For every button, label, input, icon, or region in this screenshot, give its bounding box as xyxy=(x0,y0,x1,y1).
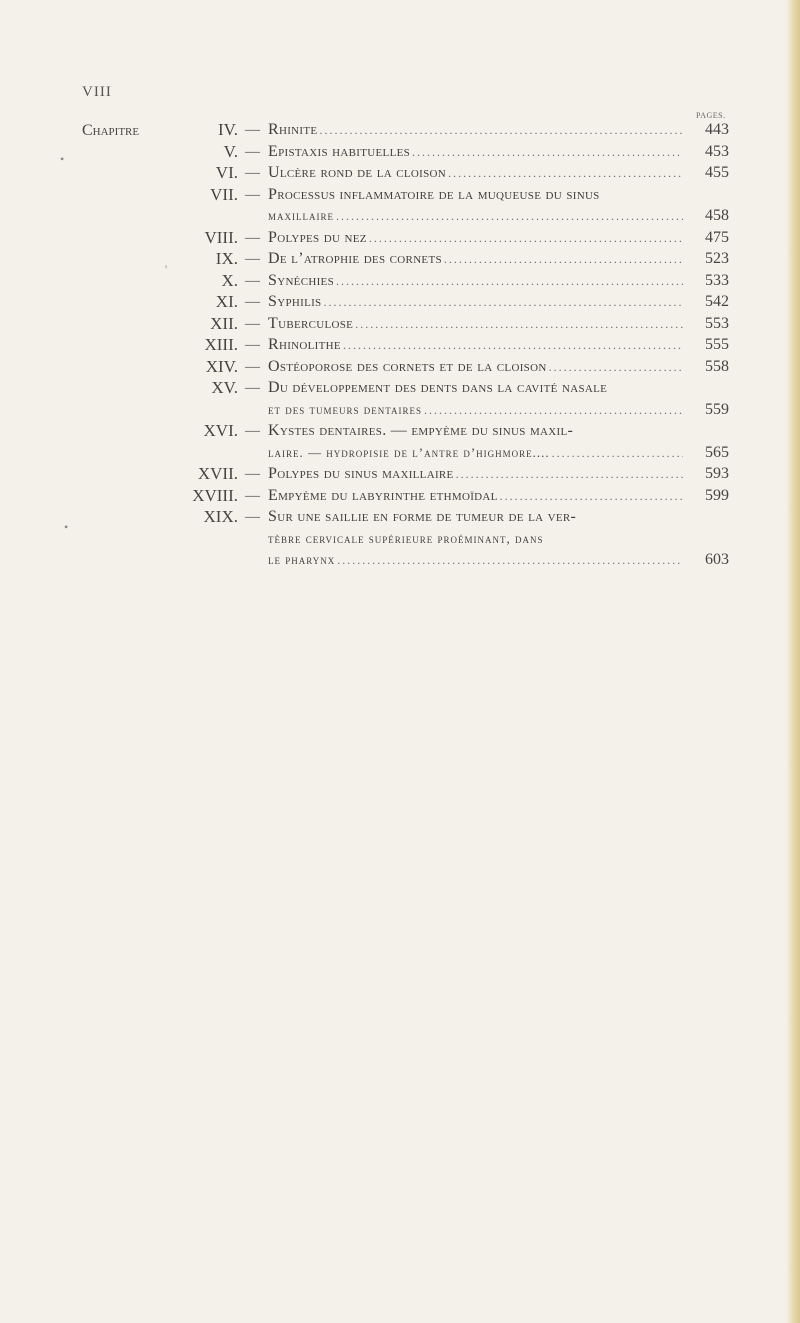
chapter-title-line xyxy=(268,270,683,292)
page-reference: 599 xyxy=(705,486,729,504)
chapter-number: XV. xyxy=(211,378,238,397)
chapter-number: IX. xyxy=(215,249,238,268)
chapter-title-text: Tuberculose xyxy=(268,314,354,332)
em-dash: — xyxy=(245,122,260,138)
chapter-title-line xyxy=(268,313,683,335)
dot-leader xyxy=(448,162,683,184)
chapter-title-line xyxy=(268,506,683,528)
dot-leader xyxy=(337,549,683,571)
chapter-title-text: Empyème du labyrinthe ethmoïdal xyxy=(268,486,498,504)
page-reference: 523 xyxy=(705,250,729,267)
chapter-title-line xyxy=(268,463,683,485)
chapter-number: XI. xyxy=(215,292,238,311)
page-reference: 475 xyxy=(705,228,729,246)
em-dash: — xyxy=(245,251,260,267)
chapter-title-text: Processus inflammatoire de la muqueuse du sinus xyxy=(268,185,600,203)
em-dash: — xyxy=(245,423,260,439)
chapter-title-line xyxy=(268,334,683,356)
chapter-title-line xyxy=(268,248,683,270)
dot-leader xyxy=(424,399,683,421)
chapter-number: XIX. xyxy=(203,507,238,526)
pages-column-header: PAGES. xyxy=(696,111,726,120)
page-edge xyxy=(786,0,800,1323)
chapter-title-text: maxillaire xyxy=(268,208,334,223)
page-number: VIII xyxy=(82,84,112,100)
page-reference: 553 xyxy=(705,314,729,332)
chapter-number: XIV. xyxy=(205,356,238,376)
page-reference: 533 xyxy=(705,271,729,289)
dot-leader xyxy=(444,248,683,270)
chapter-number: XVIII. xyxy=(192,485,238,505)
em-dash: — xyxy=(245,380,260,396)
chapter-title-line xyxy=(268,549,683,571)
dot-leader xyxy=(343,334,683,356)
page-reference: 542 xyxy=(705,293,729,310)
page-reference: 458 xyxy=(705,207,729,224)
em-dash: — xyxy=(245,466,260,482)
chapter-title-line xyxy=(268,528,683,550)
chapter-title-line xyxy=(268,485,683,507)
chapter-title-line xyxy=(268,442,683,464)
chapitre-label: Chapitre xyxy=(82,122,140,139)
em-dash: — xyxy=(245,509,260,525)
chapter-number: XVI. xyxy=(203,421,238,440)
chapter-title-text: Polypes du nez xyxy=(268,228,367,246)
chapter-number: VII. xyxy=(210,184,238,204)
chapter-title-text: Ulcère rond de la cloison xyxy=(268,164,447,181)
em-dash: — xyxy=(245,315,260,332)
dot-leader xyxy=(456,463,683,485)
chapter-number: VI. xyxy=(215,163,238,182)
em-dash: — xyxy=(245,143,260,160)
chapter-number: IV. xyxy=(218,120,238,139)
dot-leader xyxy=(319,119,683,141)
em-dash: — xyxy=(245,272,260,289)
chapter-title-line xyxy=(268,162,683,184)
dot-leader xyxy=(552,442,683,464)
dot-leader xyxy=(336,205,683,227)
chapter-title-text: Polypes du sinus maxillaire xyxy=(268,465,454,482)
dot-leader xyxy=(336,270,683,292)
chapter-title-text: Sur une saillie en forme de tumeur de la ver- xyxy=(268,508,577,525)
chapter-number: XII. xyxy=(210,313,238,333)
chapter-title-text: Epistaxis habituelles xyxy=(268,142,411,160)
chapter-title-text: Rhinite xyxy=(268,121,318,138)
chapter-title-line xyxy=(268,141,683,163)
chapter-title-text: laire. — hydropisie de l’antre d’highmore.... xyxy=(268,444,550,460)
em-dash: — xyxy=(245,165,260,181)
stray-mark: ' xyxy=(165,262,168,276)
chapter-title-text: le pharynx xyxy=(268,552,336,567)
chapter-title-text: tèbre cervicale supérieure proéminant, dans xyxy=(268,530,544,546)
chapter-title-line xyxy=(268,399,683,421)
page-reference: 559 xyxy=(705,400,729,418)
chapter-title-line xyxy=(268,420,683,442)
em-dash: — xyxy=(245,358,260,375)
em-dash: — xyxy=(245,294,260,310)
chapter-title-text: et des tumeurs dentaires xyxy=(268,401,423,417)
chapter-title-text: Synéchies xyxy=(268,271,334,289)
chapter-title-line xyxy=(268,291,683,313)
chapter-title-line xyxy=(268,119,683,141)
chapter-title-text: Du développement des dents dans la cavité nasale xyxy=(268,379,608,396)
page-reference: 565 xyxy=(705,443,729,461)
chapter-number: XIII. xyxy=(204,335,238,354)
chapter-number: VIII. xyxy=(204,227,238,247)
chapter-title-line xyxy=(268,377,683,399)
chapter-number: XVII. xyxy=(197,464,238,483)
chapter-title-text: Ostéoporose des cornets et de la cloison xyxy=(268,357,547,375)
page-reference: 603 xyxy=(705,551,729,568)
dot-leader xyxy=(412,141,683,163)
dot-leader xyxy=(323,291,683,313)
stray-mark: • xyxy=(60,152,65,166)
em-dash: — xyxy=(245,186,260,203)
chapter-title-text: De l’atrophie des cornets xyxy=(268,250,442,267)
dot-leader xyxy=(500,485,683,507)
page-reference: 453 xyxy=(705,142,729,160)
chapter-number: V. xyxy=(223,141,238,161)
chapter-title-line xyxy=(268,227,683,249)
page-reference: 558 xyxy=(705,357,729,375)
em-dash: — xyxy=(245,229,260,246)
chapter-title-line xyxy=(268,356,683,378)
dot-leader xyxy=(355,313,683,335)
chapter-title-text: Kystes dentaires. — empyème du sinus maxil- xyxy=(268,422,574,439)
chapter-title-text: Rhinolithe xyxy=(268,336,341,353)
page-reference: 455 xyxy=(705,164,729,181)
em-dash: — xyxy=(245,487,260,504)
page-reference: 443 xyxy=(705,121,729,138)
dot-leader xyxy=(369,227,683,249)
dot-leader xyxy=(549,356,683,378)
chapter-title-line xyxy=(268,205,683,227)
stray-mark: • xyxy=(64,520,69,534)
page-reference: 593 xyxy=(705,465,729,482)
em-dash: — xyxy=(245,337,260,353)
chapter-title-text: Syphilis xyxy=(268,293,322,310)
chapter-title-line xyxy=(268,184,683,206)
chapter-number: X. xyxy=(221,270,238,290)
page-reference: 555 xyxy=(705,336,729,353)
